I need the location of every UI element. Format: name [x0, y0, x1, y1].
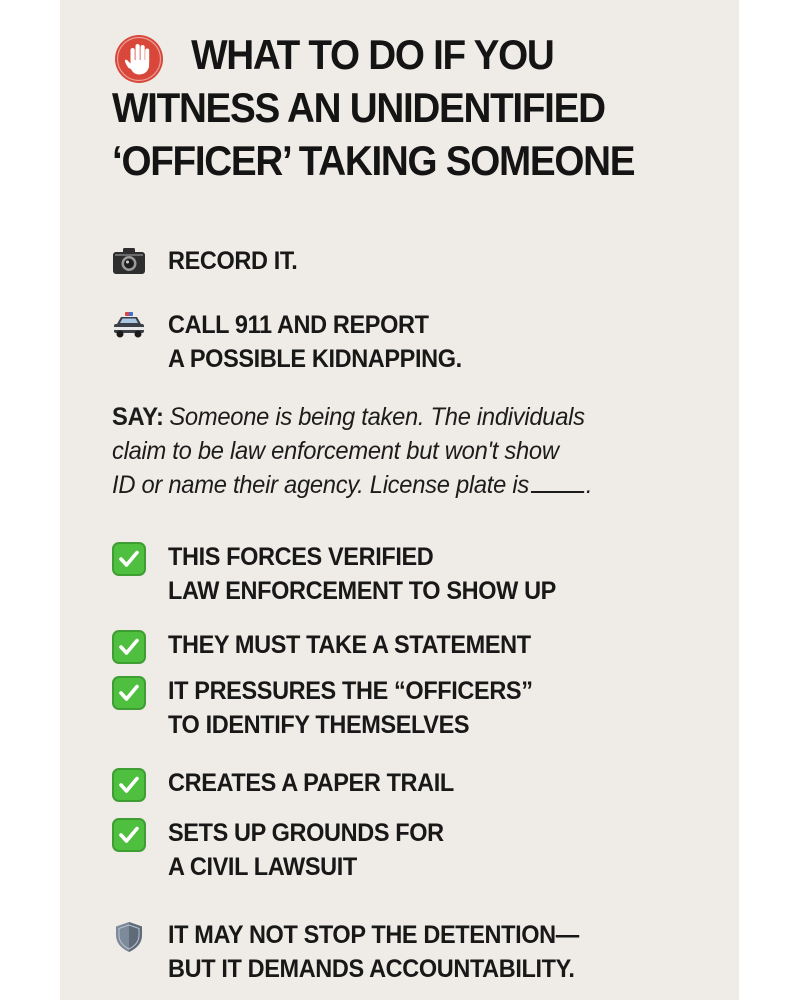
closing-text: [168, 918, 579, 986]
benefit-text: [168, 674, 533, 742]
benefit-line: TO IDENTIFY THEMSELVES: [168, 711, 470, 739]
say-line: claim to be law enforcement but won't show: [112, 437, 559, 465]
benefit-line: IT PRESSURES THE “OFFICERS”: [168, 677, 533, 705]
check-mark-icon: [112, 768, 146, 802]
poster: [60, 0, 739, 1000]
say-line: [112, 468, 701, 502]
benefit-text: [168, 816, 444, 884]
benefit-line: A CIVIL LAWSUIT: [168, 853, 357, 881]
title-line: WITNESS AN UNIDENTIFIED: [112, 84, 605, 131]
benefit-line: THEY MUST TAKE A STATEMENT: [168, 631, 531, 659]
benefit-line: THIS FORCES VERIFIED: [168, 543, 434, 571]
benefit-text: [168, 628, 531, 662]
check-mark-icon: [112, 818, 146, 852]
benefit-text: [168, 540, 556, 608]
title-line: ‘OFFICER’ TAKING SOMEONE: [112, 137, 635, 184]
step-line: A POSSIBLE KIDNAPPING.: [168, 345, 462, 373]
check-mark-icon: [112, 630, 146, 664]
step-line: CALL 911 AND REPORT: [168, 311, 429, 339]
closing-line: BUT IT DEMANDS ACCOUNTABILITY.: [168, 955, 575, 983]
say-line: [112, 400, 701, 434]
page-title: [112, 28, 732, 187]
say-text: .: [585, 471, 593, 499]
check-mark-icon: [112, 676, 146, 710]
benefit-line: CREATES A PAPER TRAIL: [168, 769, 454, 797]
check-mark-icon: [112, 542, 146, 576]
shield-icon: [112, 920, 146, 954]
say-script: [112, 400, 701, 502]
step-text: [168, 308, 462, 376]
police-car-icon: [112, 310, 146, 344]
title-line: WHAT TO DO IF YOU: [191, 31, 554, 78]
say-label: SAY:: [112, 403, 164, 431]
benefit-line: LAW ENFORCEMENT TO SHOW UP: [168, 577, 556, 605]
benefit-text: [168, 766, 454, 800]
benefit-line: SETS UP GROUNDS FOR: [168, 819, 444, 847]
say-text: ID or name their agency. License plate is: [112, 471, 529, 499]
step-text: [168, 244, 297, 278]
say-text: Someone is being taken. The individuals: [169, 403, 585, 431]
camera-icon: [112, 244, 146, 278]
step-line: RECORD IT.: [168, 247, 298, 275]
license-plate-blank: [531, 490, 584, 493]
closing-line: IT MAY NOT STOP THE DETENTION—: [168, 921, 579, 949]
